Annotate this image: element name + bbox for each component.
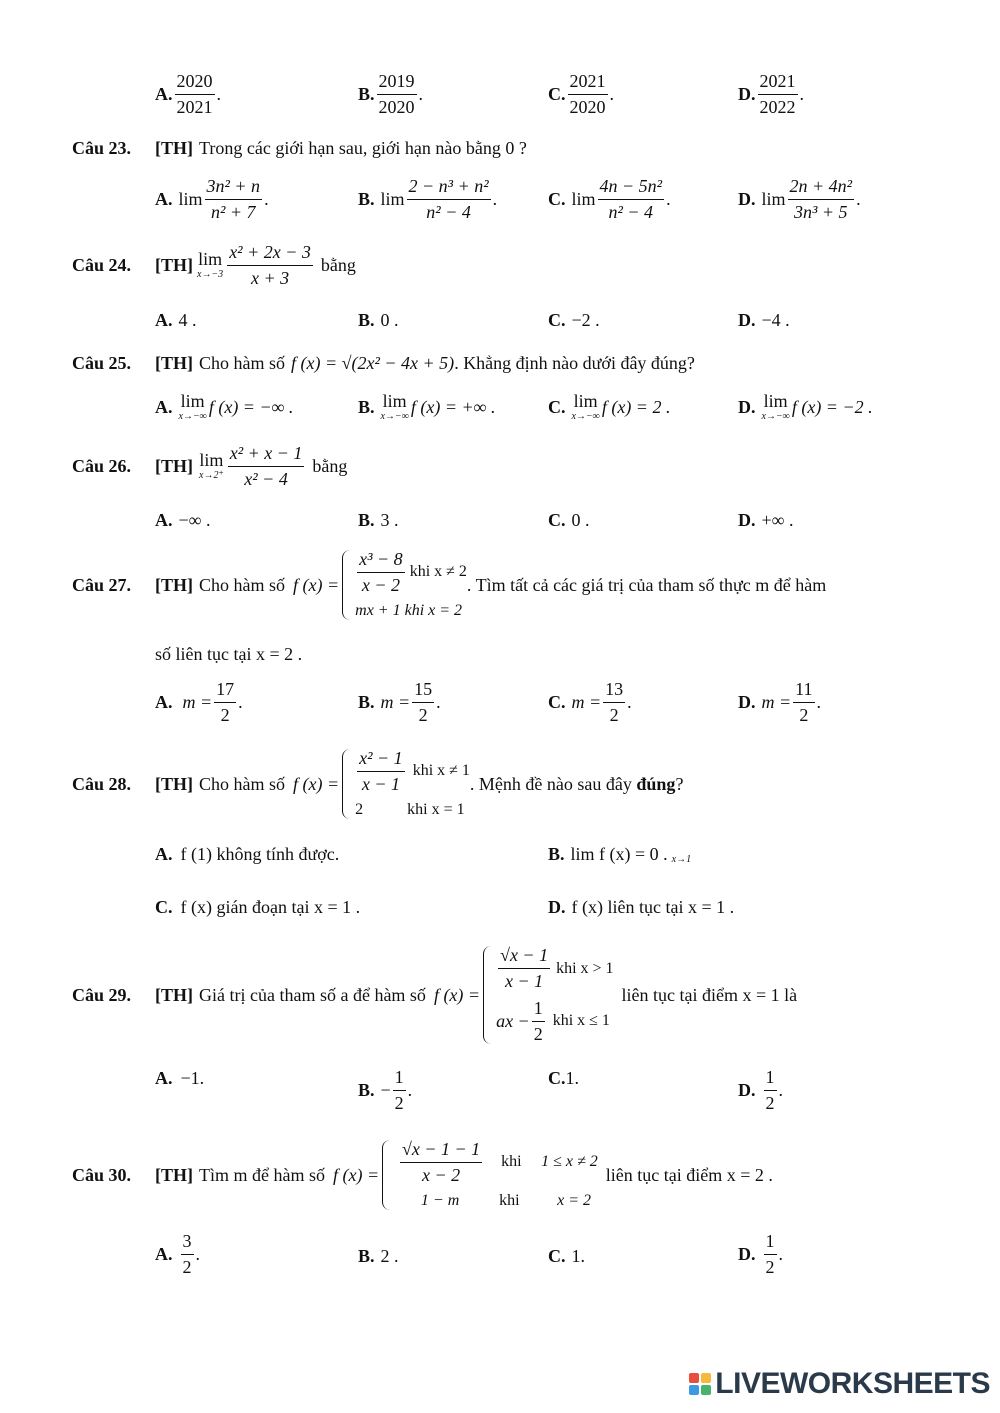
- fraction: $\frac{\text{2 − n³ + n²}}{\text{n² − 4}}$: [408, 176, 489, 222]
- logo-text: LIVEWORKSHEETS: [715, 1367, 990, 1400]
- piecewise-function: $\frac{√x - 1 - 1}{x - 2}$ khi 1 ≤ x ≠ 2 1 − m khi x = 2: [382, 1140, 598, 1211]
- q27-option-b[interactable]: B. m = $\frac{15}{2}$ .: [358, 679, 441, 725]
- liveworksheets-logo[interactable]: [689, 1367, 990, 1401]
- q25-option-a[interactable]: A. lim x→−∞ f (x) = −∞ .: [155, 391, 294, 422]
- limit-operator: lim x→−3: [197, 249, 224, 281]
- q24-option-b[interactable]: B. 0 .: [358, 310, 399, 330]
- level-tag: [TH]: [155, 773, 193, 794]
- piecewise-function: $\frac{\text{x³ − 8}}{x - 2}$ khi x ≠ 2 mx + 1 khi x = 2: [342, 550, 467, 621]
- level-tag: [TH]: [155, 1164, 193, 1185]
- level-tag: [TH]: [155, 138, 193, 158]
- q30-option-a[interactable]: A. $\frac{3}{2}$ .: [155, 1231, 200, 1277]
- q29-option-b[interactable]: B. − $\frac{1}{2}$ .: [358, 1067, 413, 1113]
- q26-stem: Câu 26. [TH] lim x→2⁺ $\frac{\text{x² + x − 1}}{\text{x² − 4}}$ bằng: [72, 443, 348, 489]
- option-label: B.: [358, 188, 375, 209]
- liveworksheets-logo-icon: [689, 1373, 711, 1395]
- q28-option-c[interactable]: C. f (x) gián đoạn tại x = 1 .: [155, 897, 361, 917]
- q29-option-c[interactable]: C. 1.: [548, 1068, 579, 1088]
- q23-option-b[interactable]: B. lim $\frac{\text{2 − n³ + n²}}{\text{n² − 4}}$ .: [358, 176, 498, 222]
- brace-icon: [483, 946, 492, 1044]
- q27-stem: Câu 27. [TH] Cho hàm số f (x) = $\frac{\text{x³ − 8}}{x - 2}$ khi x ≠ 2 mx + 1 khi x = 2 . Tìm tất cả các giá trị của tham số thực m để hàm: [72, 548, 827, 620]
- fraction: $\frac{\text{4n − 5n²}}{\text{n² − 4}}$: [599, 176, 663, 222]
- q23-option-d[interactable]: D. lim $\frac{\text{2n + 4n²}}{\text{3n³ + 5}}$ .: [738, 176, 861, 222]
- fraction: $\frac{2020}{2021}$: [176, 71, 213, 117]
- option-label: B.: [358, 83, 375, 104]
- q30-option-d[interactable]: D. $\frac{1}{2}$ .: [738, 1231, 783, 1277]
- q29-stem: Câu 29. [TH] Giá trị của tham số a để hàm số f (x) = $\frac{√x - 1}{x - 1}$ khi x > 1 ax − $\frac{1}{2}$ khi x ≤ 1 liên tục tại điểm x = 1 là: [72, 945, 798, 1044]
- q28-stem: Câu 28. [TH] Cho hàm số f (x) = $\frac{\text{x² − 1}}{x - 1}$ khi x ≠ 1 2 khi x = 1 . Mệnh đề nào sau đây đúng ?: [72, 747, 684, 819]
- option-label: A.: [155, 188, 173, 209]
- q23-option-c[interactable]: C. lim $\frac{\text{4n − 5n²}}{\text{n² − 4}}$ .: [548, 176, 671, 222]
- q27-stem-cont: số liên tục tại x = 2 .: [155, 644, 303, 664]
- q23-option-a[interactable]: A. lim $\frac{\text{3n² + n}}{\text{n² + 7}}$ .: [155, 176, 269, 222]
- q30-option-c[interactable]: C. 1.: [548, 1246, 585, 1266]
- level-tag: [TH]: [155, 254, 193, 275]
- level-tag: [TH]: [155, 574, 193, 595]
- q27-option-c[interactable]: C. m = $\frac{13}{2}$ .: [548, 679, 632, 725]
- option-label: C.: [548, 83, 566, 104]
- brace-icon: [342, 749, 351, 820]
- q28-option-b[interactable]: B. lim f (x) = 0 . x→1: [548, 844, 692, 865]
- q26-option-d[interactable]: D. +∞ .: [738, 510, 794, 530]
- fraction: $\frac{\text{2n + 4n²}}{\text{3n³ + 5}}$: [789, 176, 853, 222]
- q22-option-d[interactable]: D. $\frac{2021}{2022}$ .: [738, 71, 804, 117]
- q22-option-a[interactable]: A. $\frac{2020}{2021}$ .: [155, 71, 221, 117]
- q22-option-b[interactable]: B. $\frac{2019}{2020}$ .: [358, 71, 424, 117]
- question-number: Câu 27.: [72, 574, 132, 595]
- q26-option-b[interactable]: B. 3 .: [358, 510, 399, 530]
- option-label: C.: [548, 188, 566, 209]
- level-tag: [TH]: [155, 455, 193, 476]
- fraction: $\frac{\text{x² + 2x − 3}}{x + 3}$: [229, 242, 311, 288]
- question-number: Câu 30.: [72, 1164, 132, 1185]
- piecewise-function: $\frac{√x - 1}{x - 1}$ khi x > 1 ax − $\frac{1}{2}$ khi x ≤ 1: [483, 946, 613, 1044]
- fraction: $\frac{\text{x² + x − 1}}{\text{x² − 4}}$: [229, 443, 303, 489]
- option-label: D.: [738, 188, 756, 209]
- limit-operator: lim x→2⁺: [199, 450, 224, 482]
- fraction: $\frac{\text{3n² + n}}{\text{n² + 7}}$: [206, 176, 261, 222]
- q25-stem: Câu 25. [TH] Cho hàm số f (x) = √(2x² − 4x + 5) . Khẳng định nào dưới đây đúng?: [72, 353, 695, 373]
- q24-stem: Câu 24. [TH] lim x→−3 $\frac{\text{x² + 2x − 3}}{x + 3}$ bằng: [72, 242, 356, 288]
- q28-option-d[interactable]: D. f (x) liên tục tại x = 1 .: [548, 897, 735, 917]
- question-number: Câu 24.: [72, 254, 132, 275]
- question-text: Trong các giới hạn sau, giới hạn nào bằng 0 ?: [199, 138, 527, 158]
- q30-stem: Câu 30. [TH] Tìm m để hàm số f (x) = $\frac{√x - 1 - 1}{x - 2}$ khi 1 ≤ x ≠ 2 1 − m khi x = 2 liên tục tại điểm x = 2 .: [72, 1138, 773, 1210]
- q24-option-d[interactable]: D. −4 .: [738, 310, 790, 330]
- q23-stem: [72, 138, 527, 159]
- question-number: Câu 26.: [72, 455, 132, 476]
- q24-option-c[interactable]: C. −2 .: [548, 310, 600, 330]
- option-label: A.: [155, 83, 173, 104]
- brace-icon: [382, 1140, 391, 1211]
- question-number: Câu 28.: [72, 773, 132, 794]
- function-definition: f (x) = √(2x² − 4x + 5): [291, 353, 455, 373]
- q22-option-c[interactable]: C. $\frac{2021}{2020}$ .: [548, 71, 614, 117]
- level-tag: [TH]: [155, 353, 193, 373]
- q29-option-d[interactable]: D. $\frac{1}{2}$ .: [738, 1067, 783, 1113]
- brace-icon: [342, 550, 351, 621]
- q29-option-a[interactable]: A. −1.: [155, 1068, 205, 1088]
- fraction: $\frac{2021}{2022}$: [759, 71, 796, 117]
- q25-option-b[interactable]: B. lim x→−∞ f (x) = +∞ .: [358, 391, 496, 422]
- q26-option-c[interactable]: C. 0 .: [548, 510, 590, 530]
- question-number: Câu 25.: [72, 353, 132, 373]
- q28-option-a[interactable]: A. f (1) không tính được.: [155, 844, 340, 864]
- question-number: Câu 23.: [72, 138, 132, 158]
- q27-option-d[interactable]: D. m = $\frac{11}{2}$ .: [738, 679, 821, 725]
- q24-option-a[interactable]: A. 4 .: [155, 310, 197, 330]
- fraction: $\frac{2019}{2020}$: [378, 71, 415, 117]
- piecewise-function: $\frac{\text{x² − 1}}{x - 1}$ khi x ≠ 1 2 khi x = 1: [342, 749, 470, 820]
- q25-option-d[interactable]: D. lim x→−∞ f (x) = −2 .: [738, 391, 873, 422]
- q30-option-b[interactable]: B. 2 .: [358, 1246, 399, 1266]
- fraction: $\frac{2021}{2020}$: [569, 71, 606, 117]
- q25-option-c[interactable]: C. lim x→−∞ f (x) = 2 .: [548, 391, 671, 422]
- q27-option-a[interactable]: A. m = $\frac{17}{2}$ .: [155, 679, 243, 725]
- option-label: D.: [738, 83, 756, 104]
- q26-option-a[interactable]: A. −∞ .: [155, 510, 211, 530]
- level-tag: [TH]: [155, 984, 193, 1005]
- question-number: Câu 29.: [72, 984, 132, 1005]
